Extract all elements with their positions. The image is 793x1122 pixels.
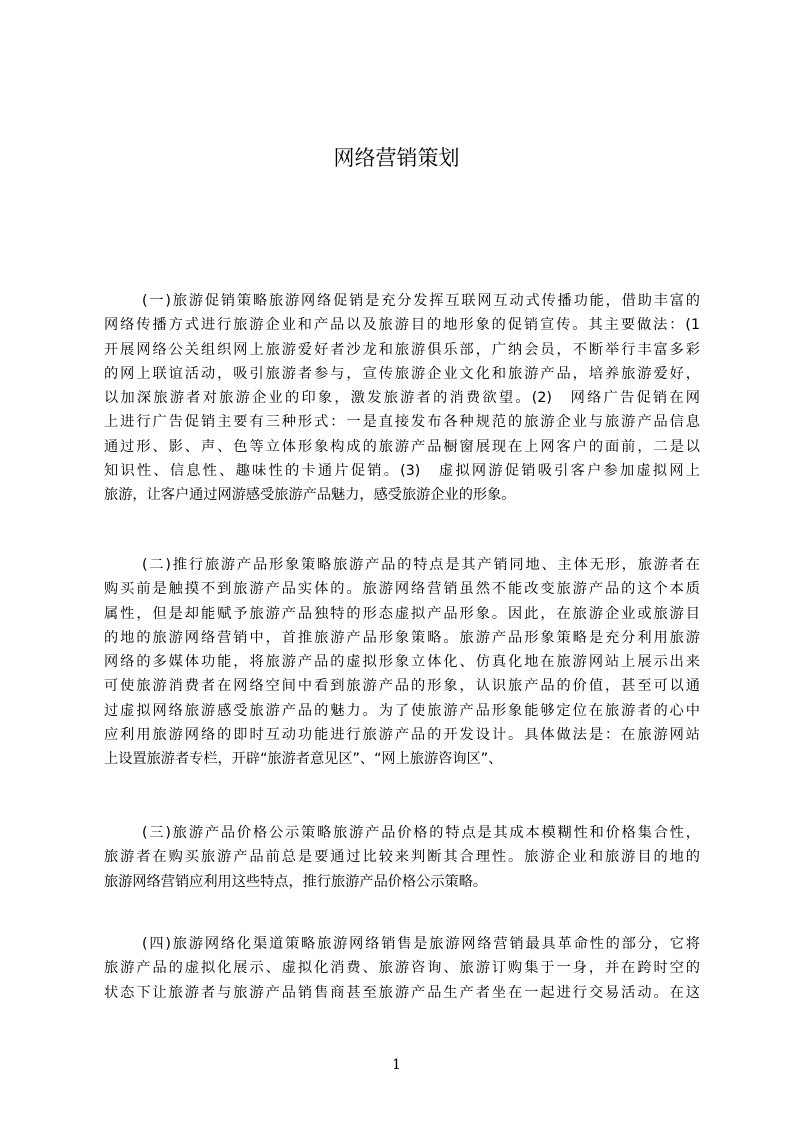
- paragraph-line: 网络的多媒体功能，将旅游产品的虚拟形象立体化、仿真化地在旅游网站上展示出来: [104, 654, 700, 671]
- paragraph-line: 属性，但是却能赋予旅游产品独特的形态虚拟产品形象。因此，在旅游企业或旅游目: [104, 605, 700, 622]
- paragraph-line: 知识性、信息性、趣味性的卡通片促销。(3) 虚拟网游促销吸引客户参加虚拟网上: [104, 463, 700, 480]
- paragraph-line: 通过形、影、声、色等立体形象构成的旅游产品橱窗展现在上网客户的面前，二是以: [104, 438, 700, 455]
- paragraph-line: 过虚拟网络旅游感受旅游产品的魅力。为了使旅游产品形象能够定位在旅游者的心中: [104, 702, 700, 719]
- paragraph-line: 的网上联谊活动，吸引旅游者参与，宣传旅游企业文化和旅游产品，培养旅游爱好，: [104, 365, 700, 382]
- paragraph-line: 旅游者在购买旅游产品前总是要通过比较来判断其合理性。旅游企业和旅游目的地的: [104, 849, 700, 866]
- paragraph-network-channel-strategy: [104, 932, 700, 1005]
- paragraph-line: (三)旅游产品价格公示策略旅游产品价格的特点是其成本模糊性和价格集合性，: [142, 825, 700, 841]
- paragraph-line: 旅游，让客户通过网游感受旅游产品魅力，感受旅游企业的形象。: [104, 487, 516, 504]
- paragraph-line: 上设置旅游者专栏，开辟“旅游者意见区”、“网上旅游咨询区”、: [104, 751, 503, 768]
- paragraph-line: 旅游网络营销应利用这些特点，推行旅游产品价格公示策略。: [104, 873, 488, 890]
- paragraph-line: 购买前是触摸不到旅游产品实体的。旅游网络营销虽然不能改变旅游产品的这个本质: [104, 581, 700, 598]
- paragraph-line: 状态下让旅游者与旅游产品销售商甚至旅游产品生产者坐在一起进行交易活动。在这: [104, 984, 700, 1001]
- paragraph-line: 开展网络公关组织网上旅游爱好者沙龙和旅游俱乐部，广纳会员，不断举行丰富多彩: [104, 341, 700, 358]
- paragraph-line: 上进行广告促销主要有三种形式：一是直接发布各种规范的旅游企业与旅游产品信息: [104, 414, 700, 431]
- paragraph-line: 旅游产品的虚拟化展示、虚拟化消费、旅游咨询、旅游订购集于一身，并在跨时空的: [104, 960, 700, 977]
- paragraph-price-disclosure-strategy: [104, 821, 700, 894]
- paragraph-line: (二)推行旅游产品形象策略旅游产品的特点是其产销同地、主体无形，旅游者在: [142, 557, 700, 573]
- paragraph-line: 网络传播方式进行旅游企业和产品以及旅游目的地形象的促销宣传。其主要做法：(1: [104, 317, 700, 334]
- paragraph-line: 的地的旅游网络营销中，首推旅游产品形象策略。旅游产品形象策略是充分利用旅游: [104, 629, 700, 646]
- paragraph-line: (四)旅游网络化渠道策略旅游网络销售是旅游网络营销最具革命性的部分，它将: [142, 936, 700, 952]
- paragraph-line: (一)旅游促销策略旅游网络促销是充分发挥互联网互动式传播功能，借助丰富的: [142, 293, 700, 309]
- paragraph-line: 应利用旅游网络的即时互动功能进行旅游产品的开发设计。具体做法是：在旅游网站: [104, 727, 700, 744]
- paragraph-product-image-strategy: [104, 553, 700, 772]
- page-number: 1: [392, 1057, 401, 1073]
- paragraph-line: 可使旅游消费者在网络空间中看到旅游产品的形象，认识旅产品的价值，甚至可以通: [104, 678, 700, 695]
- document-title: 网络营销策划: [333, 146, 460, 170]
- paragraph-line: 以加深旅游者对旅游企业的印象，激发旅游者的消费欲望。(2) 网络广告促销在网: [104, 390, 700, 407]
- paragraph-tourism-promotion: [104, 289, 700, 508]
